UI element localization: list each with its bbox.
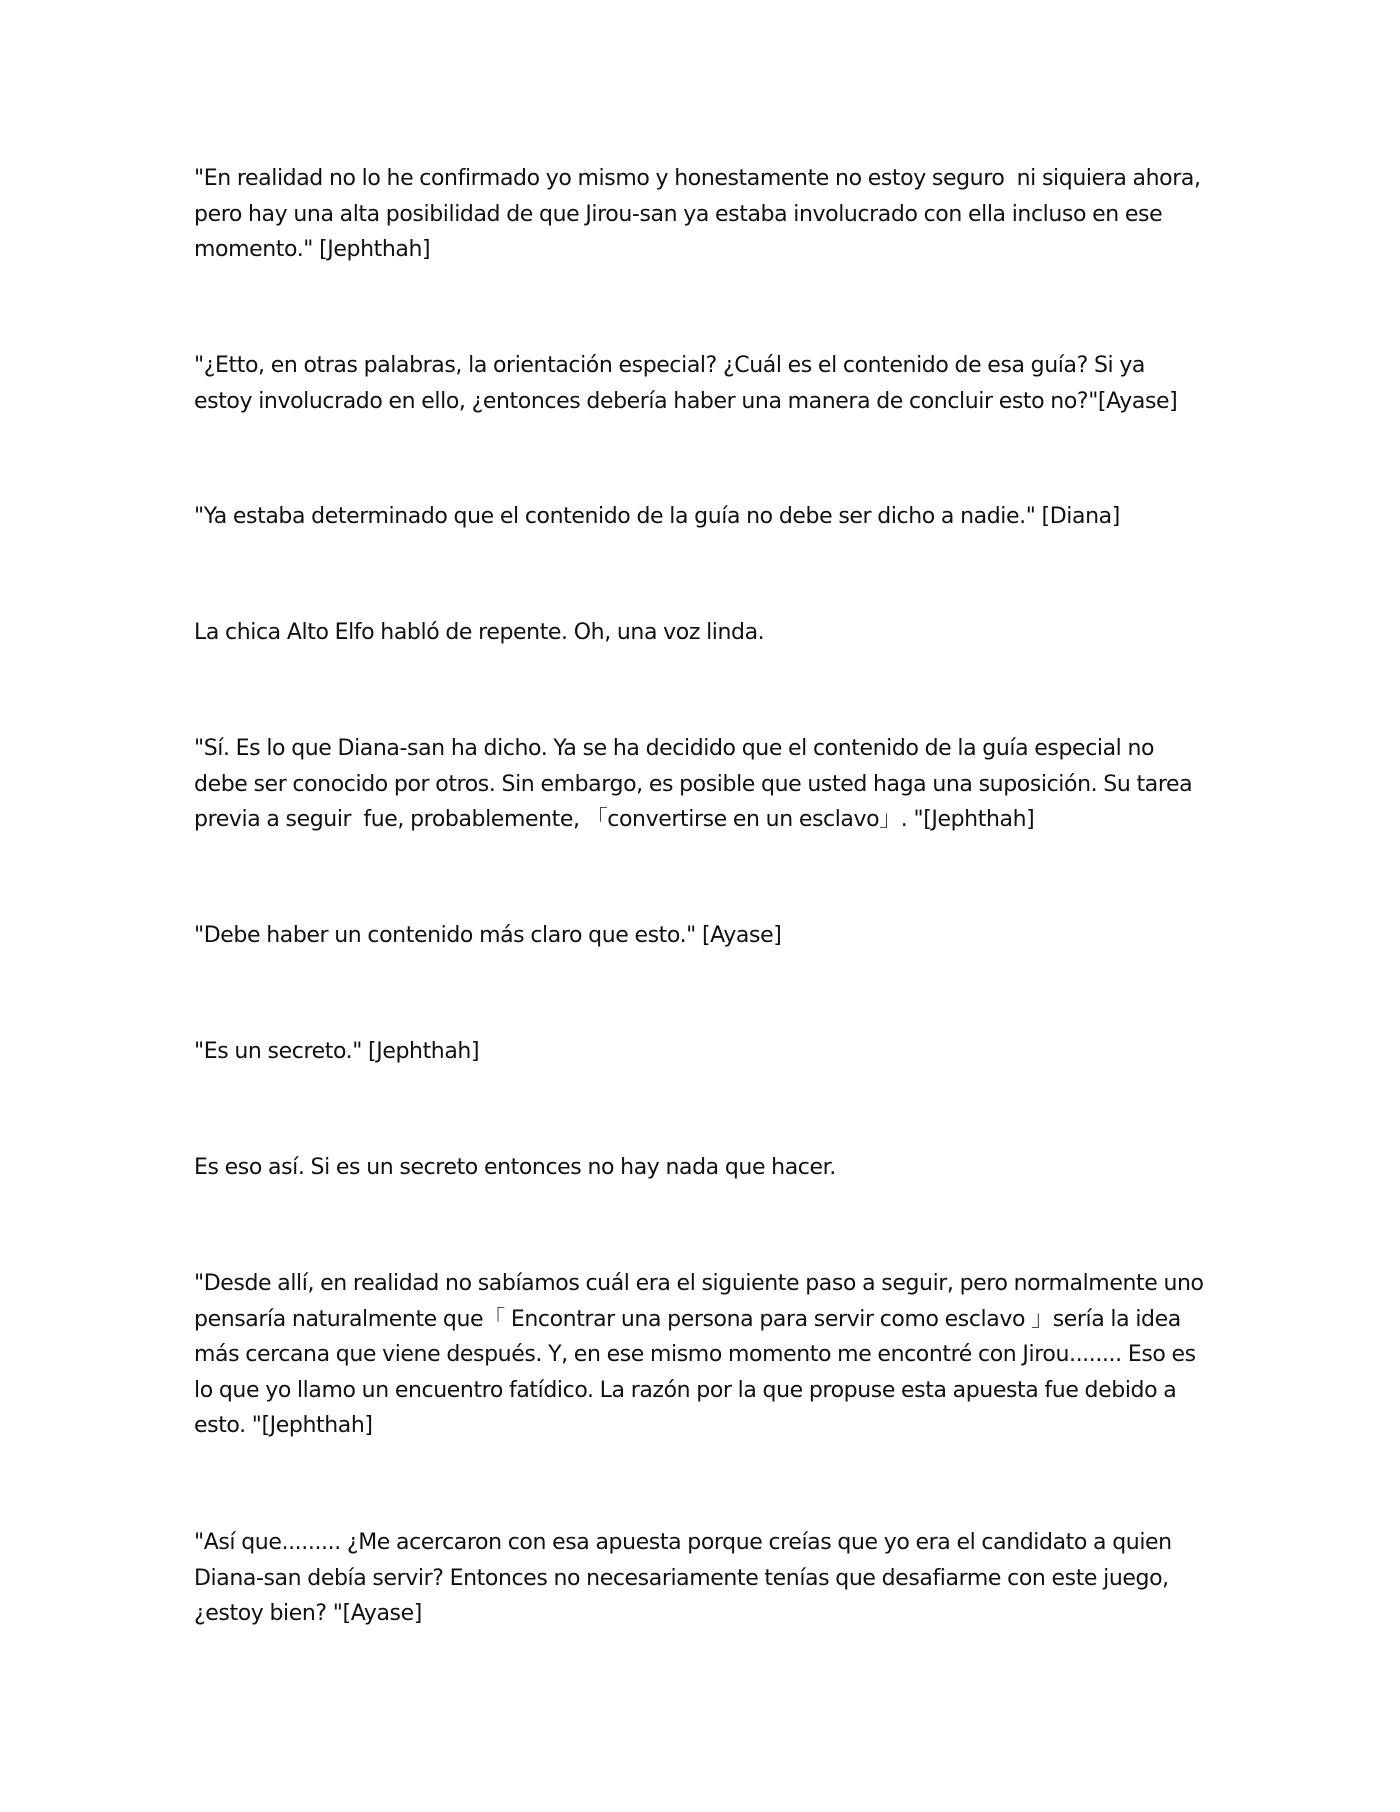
paragraph-jephthah-1: "En realidad no lo he confirmado yo mismo y honestamente no estoy seguro ni siquiera ahora, pero hay una alta posibilidad de que Jirou-san ya estaba involucrado con ella incluso en ese momento." [Jephthah]	[194, 166, 1207, 262]
paragraph-jephthah-2: "Sí. Es lo que Diana-san ha dicho. Ya se ha decidido que el contenido de la guía especial no debe ser conocido por otros. Sin embargo, es posible que usted haga una suposición. Su tarea previa a seguir fue, probablemente, 「convertirse en un esclavo」. "[Jephthah]	[194, 736, 1199, 832]
paragraph-narration-2: Es eso así. Si es un secreto entonces no hay nada que hacer.	[194, 1155, 836, 1180]
paragraph-diana-1: "Ya estaba determinado que el contenido de la guía no debe ser dicho a nadie." [Diana]	[194, 504, 1120, 529]
paragraph-ayase-3: "Así que......... ¿Me acercaron con esa apuesta porque creías que yo era el candidato a quien Diana-san debía servir? Entonces no necesariamente tenías que desafiarme con este juego, ¿estoy bien? "[Ayase]	[194, 1530, 1178, 1626]
paragraph-ayase-1: "¿Etto, en otras palabras, la orientación especial? ¿Cuál es el contenido de esa guía? Si ya estoy involucrado en ello, ¿entonces debería haber una manera de concluir esto no?"[Ayase]	[194, 353, 1178, 414]
paragraph-ayase-2: "Debe haber un contenido más claro que esto." [Ayase]	[194, 923, 782, 948]
paragraph-jephthah-4: "Desde allí, en realidad no sabíamos cuál era el siguiente paso a seguir, pero normalmente uno pensaría naturalmente que「 Encontrar una persona para servir como esclavo 」sería la idea más cercana que viene después. Y, en ese mismo momento me encontré con Jirou........ Eso es lo que yo llamo un encuentro fatídico. La razón por la que propuse esta apuesta fue debido a esto. "[Jephthah]	[194, 1271, 1210, 1438]
paragraph-narration-1: La chica Alto Elfo habló de repente. Oh, una voz linda.	[194, 620, 765, 645]
paragraph-jephthah-3: "Es un secreto." [Jephthah]	[194, 1039, 480, 1064]
